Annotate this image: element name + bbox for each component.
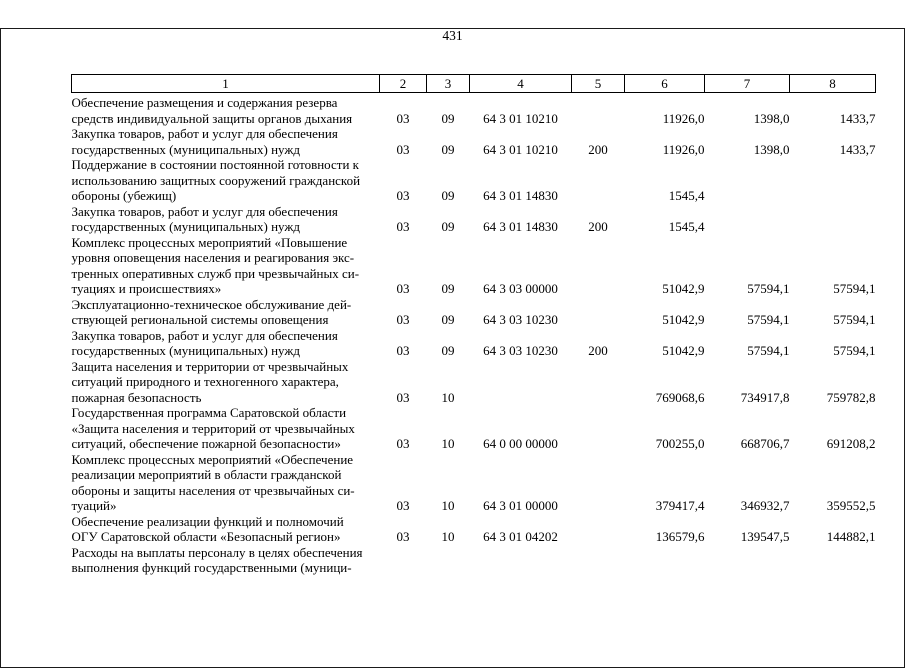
cell-rz: 03 (396, 436, 410, 451)
cell-a3: 1433,7 (839, 141, 876, 157)
cell-rz: 03 (396, 188, 410, 203)
cell-a2: 1398,0 (753, 110, 790, 126)
cell-pr: 09 (441, 110, 455, 126)
table-row (72, 514, 876, 545)
cell-csr: 64 3 03 10230 (483, 312, 558, 327)
cell-vr (572, 157, 625, 204)
cell-vr (572, 452, 625, 514)
cell-a1: 379417,4 (655, 498, 705, 513)
cell-vr: 200 (588, 141, 608, 157)
cell-a1: 769068,6 (655, 389, 705, 405)
column-header: 4 (470, 75, 572, 93)
cell-a2: 139547,5 (740, 529, 790, 544)
cell-a3: 57594,1 (833, 343, 876, 358)
cell-a1: 11926,0 (662, 141, 705, 157)
table-header (72, 75, 876, 93)
cell-a3: 144882,1 (826, 529, 876, 544)
cell-a2: 57594,1 (747, 312, 790, 327)
cell-name: Закупка товаров, работ и услуг для обеспечения государственных (муниципальных) нужд (71, 203, 338, 234)
cell-pr: 10 (441, 529, 455, 544)
table-row (72, 126, 876, 157)
table-row (72, 328, 876, 359)
cell-csr: 64 3 01 00000 (483, 498, 558, 513)
cell-csr: 64 3 01 04202 (483, 529, 558, 544)
table-header-row (72, 75, 876, 93)
cell-a2 (705, 545, 790, 576)
cell-rz: 03 (396, 219, 410, 234)
cell-a1: 1545,4 (668, 219, 705, 234)
table-row (72, 405, 876, 452)
cell-a2 (705, 157, 790, 204)
cell-rz: 03 (396, 141, 410, 157)
table-body (72, 93, 876, 576)
cell-rz (380, 545, 427, 576)
cell-a1: 51042,9 (662, 343, 705, 358)
cell-vr (572, 93, 625, 127)
cell-vr (572, 235, 625, 297)
table-row (72, 359, 876, 406)
cell-pr: 09 (441, 219, 455, 234)
cell-a1: 700255,0 (655, 436, 705, 451)
table-row (72, 157, 876, 204)
cell-rz: 03 (396, 529, 410, 544)
column-header: 7 (705, 75, 790, 93)
cell-name: Поддержание в состоянии постоянной готовности к использованию защитных сооружений гражданской обороны (убежищ) (71, 157, 361, 203)
cell-a2: 57594,1 (747, 281, 790, 296)
table-row (72, 235, 876, 297)
cell-rz: 03 (396, 110, 410, 126)
cell-name: Государственная программа Саратовской области «Защита населения и территорий от чрезвычайных ситуаций, обеспечение пожарной безопасности» (71, 405, 355, 451)
cell-name: Обеспечение размещения и содержания резерва средств индивидуальной защиты органов дыхания (71, 95, 353, 126)
column-header: 1 (72, 75, 380, 93)
cell-a1 (625, 545, 705, 576)
page-number: 431 (442, 28, 463, 43)
column-header: 6 (625, 75, 705, 93)
cell-a2: 346932,7 (740, 498, 790, 513)
column-header: 2 (380, 75, 427, 93)
table-row (72, 297, 876, 328)
cell-a1: 51042,9 (662, 312, 705, 327)
cell-pr: 10 (441, 498, 455, 513)
budget-table (71, 74, 876, 576)
cell-rz: 03 (396, 312, 410, 327)
cell-name: Обеспечение реализации функций и полномочий ОГУ Саратовской области «Безопасный регион» (71, 513, 344, 544)
cell-rz: 03 (396, 343, 410, 358)
cell-csr: 64 3 01 10210 (483, 110, 558, 126)
cell-rz: 03 (396, 281, 410, 296)
cell-a3: 57594,1 (833, 312, 876, 327)
cell-pr: 09 (441, 281, 455, 296)
cell-a1: 136579,6 (655, 529, 705, 544)
cell-a3: 1433,7 (839, 110, 876, 126)
cell-a2 (705, 204, 790, 235)
cell-a3 (790, 204, 876, 235)
cell-a3: 691208,2 (826, 436, 876, 451)
cell-csr: 64 3 03 10230 (483, 343, 558, 358)
cell-vr: 200 (588, 343, 608, 358)
cell-csr (470, 545, 572, 576)
column-header: 8 (790, 75, 876, 93)
column-header: 3 (427, 75, 470, 93)
cell-vr (572, 297, 625, 328)
cell-name: Защита населения и территории от чрезвычайных ситуаций природного и техногенного характера, пожарная безопасность (71, 358, 349, 405)
table-row (72, 452, 876, 514)
cell-pr: 09 (441, 343, 455, 358)
cell-pr: 10 (441, 436, 455, 451)
cell-name: Комплекс процессных мероприятий «Обеспечение реализации мероприятий в области гражданской обороны и защиты населения от чрезвычайных си- туаций» (71, 451, 355, 513)
cell-csr (470, 359, 572, 406)
cell-pr: 09 (441, 312, 455, 327)
cell-a3 (790, 157, 876, 204)
cell-a2: 668706,7 (740, 436, 790, 451)
cell-csr: 64 3 01 14830 (483, 188, 558, 203)
cell-a2: 57594,1 (747, 343, 790, 358)
cell-a3 (790, 545, 876, 576)
cell-a3: 759782,8 (826, 389, 876, 405)
table-row (72, 93, 876, 127)
cell-vr (572, 514, 625, 545)
cell-vr (572, 545, 625, 576)
cell-a1: 11926,0 (662, 110, 705, 126)
cell-csr: 64 0 00 00000 (483, 436, 558, 451)
cell-a2: 734917,8 (740, 389, 790, 405)
table-row (72, 204, 876, 235)
cell-a1: 1545,4 (668, 188, 705, 203)
cell-vr: 200 (588, 219, 608, 234)
table-row (72, 545, 876, 576)
cell-name: Закупка товаров, работ и услуг для обеспечения государственных (муниципальных) нужд (71, 327, 338, 358)
cell-name: Закупка товаров, работ и услуг для обеспечения государственных (муниципальных) нужд (71, 126, 338, 157)
cell-a3: 359552,5 (826, 498, 876, 513)
cell-a1: 51042,9 (662, 281, 705, 296)
column-header: 5 (572, 75, 625, 93)
cell-name: Расходы на выплаты персоналу в целях обеспечения выполнения функций государственными (муници- (71, 544, 363, 575)
cell-rz: 03 (396, 498, 410, 513)
cell-pr: 10 (441, 389, 455, 405)
cell-name: Эксплуатационно-техническое обслуживание дей- ствующей региональной системы оповещения (71, 296, 352, 327)
cell-pr: 09 (441, 141, 455, 157)
cell-a2: 1398,0 (753, 141, 790, 157)
cell-vr (572, 359, 625, 406)
cell-name: Комплекс процессных мероприятий «Повышение уровня оповещения населения и реагирования экс- тренных оперативных служб при чрезвычайных си- туациях и происшествиях» (71, 234, 360, 296)
cell-vr (572, 405, 625, 452)
cell-csr: 64 3 03 00000 (483, 281, 558, 296)
cell-csr: 64 3 01 10210 (483, 141, 558, 157)
cell-a3: 57594,1 (833, 281, 876, 296)
cell-pr: 09 (441, 188, 455, 203)
cell-csr: 64 3 01 14830 (483, 219, 558, 234)
cell-rz: 03 (396, 389, 410, 405)
cell-pr (427, 545, 470, 576)
